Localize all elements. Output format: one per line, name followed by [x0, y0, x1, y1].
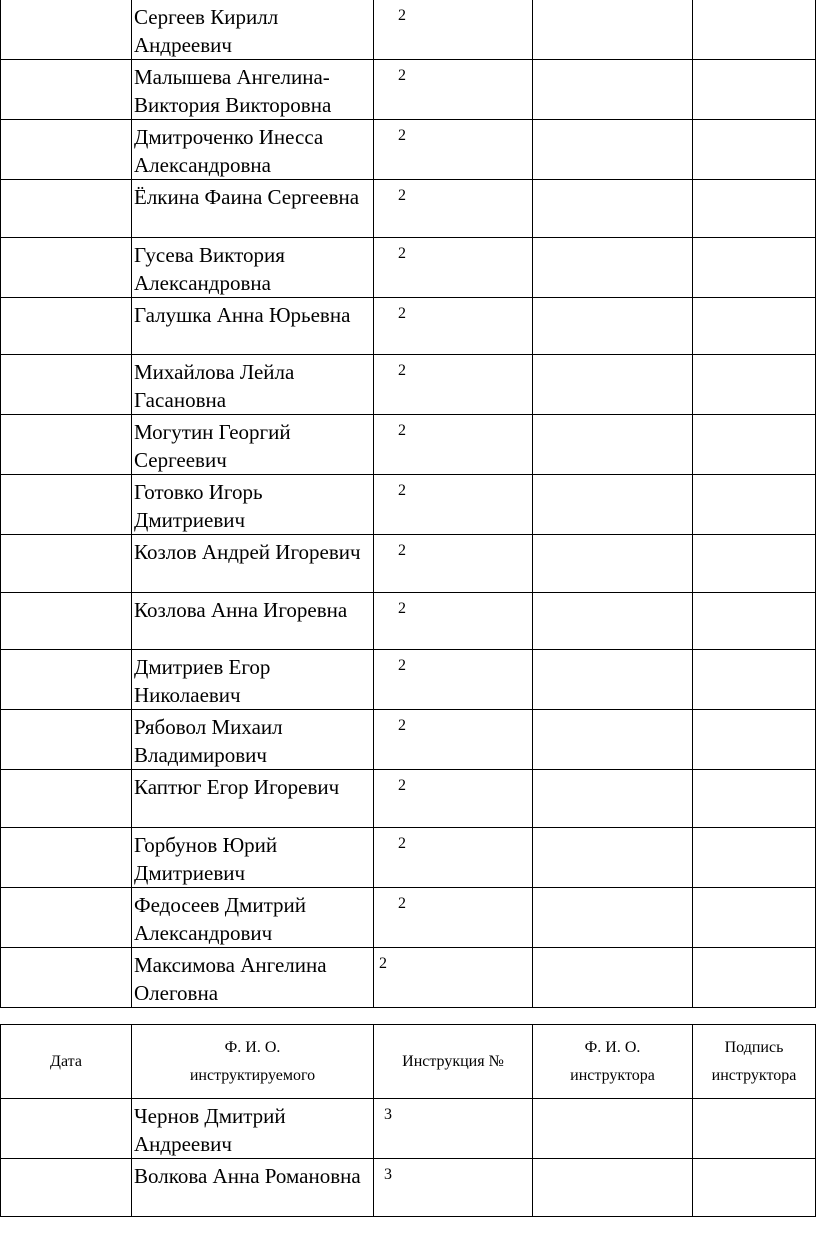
trainee-name-cell: Дмитроченко Инесса Александровна	[132, 120, 374, 180]
instructor-cell	[533, 947, 693, 1007]
trainee-name-cell: Федосеев Дмитрий Александрович	[132, 887, 374, 947]
instruction-number-cell: 2	[374, 827, 533, 887]
table-header-row	[1, 1025, 816, 1099]
trainee-name-cell: Каптюг Егор Игоревич	[132, 770, 374, 828]
date-cell	[1, 592, 132, 650]
signature-cell	[693, 180, 816, 238]
instruction-number-cell: 2	[374, 887, 533, 947]
signature-cell	[693, 475, 816, 535]
date-cell	[1, 297, 132, 355]
instruction-number-cell: 2	[374, 297, 533, 355]
instructor-cell	[533, 535, 693, 593]
signature-cell	[693, 592, 816, 650]
signature-cell	[693, 0, 816, 60]
date-cell	[1, 770, 132, 828]
table-row	[1, 887, 816, 947]
instructor-cell	[533, 297, 693, 355]
instruction-number-cell: 3	[374, 1099, 533, 1159]
table-row	[1, 592, 816, 650]
header-date: Дата	[1, 1025, 132, 1099]
instruction-number-cell: 2	[374, 415, 533, 475]
trainee-name-cell: Галушка Анна Юрьевна	[132, 297, 374, 355]
date-cell	[1, 415, 132, 475]
date-cell	[1, 710, 132, 770]
instruction-number-cell: 2	[374, 592, 533, 650]
instructor-cell	[533, 355, 693, 415]
table-row	[1, 415, 816, 475]
instruction-number-cell: 2	[374, 120, 533, 180]
instructor-cell	[533, 770, 693, 828]
table-row	[1, 947, 816, 1007]
instructor-cell	[533, 1159, 693, 1217]
instructor-cell	[533, 120, 693, 180]
date-cell	[1, 355, 132, 415]
header-instructor: Ф. И. О. инструктора	[533, 1025, 693, 1099]
date-cell	[1, 1099, 132, 1159]
briefing-log-table-body	[1, 1025, 816, 1217]
signature-cell	[693, 297, 816, 355]
table-row	[1, 0, 816, 60]
table-row	[1, 1159, 816, 1217]
trainee-name-cell: Могутин Георгий Сергеевич	[132, 415, 374, 475]
signature-cell	[693, 827, 816, 887]
trainee-name-cell: Максимова Ангелина Олеговна	[132, 947, 374, 1007]
instructor-cell	[533, 650, 693, 710]
table-row	[1, 770, 816, 828]
header-signature: Подпись инструктора	[693, 1025, 816, 1099]
briefing-log-table-body	[1, 0, 816, 1007]
instruction-number-cell: 2	[374, 535, 533, 593]
date-cell	[1, 0, 132, 60]
trainee-name-cell: Козлов Андрей Игоревич	[132, 535, 374, 593]
signature-cell	[693, 947, 816, 1007]
date-cell	[1, 180, 132, 238]
signature-cell	[693, 650, 816, 710]
signature-cell	[693, 710, 816, 770]
signature-cell	[693, 355, 816, 415]
briefing-log-table	[0, 1024, 816, 1217]
instructor-cell	[533, 237, 693, 297]
instruction-number-cell: 2	[374, 650, 533, 710]
trainee-name-cell: Горбунов Юрий Дмитриевич	[132, 827, 374, 887]
table-row	[1, 710, 816, 770]
instructor-cell	[533, 415, 693, 475]
instruction-number-cell: 2	[374, 237, 533, 297]
instruction-number-cell: 3	[374, 1159, 533, 1217]
date-cell	[1, 535, 132, 593]
instructor-cell	[533, 475, 693, 535]
date-cell	[1, 60, 132, 120]
trainee-name-cell: Ёлкина Фаина Сергеевна	[132, 180, 374, 238]
instruction-number-cell: 2	[374, 710, 533, 770]
table-row	[1, 827, 816, 887]
table-row	[1, 650, 816, 710]
instruction-number-cell: 2	[374, 770, 533, 828]
trainee-name-cell: Гусева Виктория Александровна	[132, 237, 374, 297]
instructor-cell	[533, 887, 693, 947]
signature-cell	[693, 120, 816, 180]
date-cell	[1, 947, 132, 1007]
instruction-number-cell: 2	[374, 180, 533, 238]
signature-cell	[693, 1099, 816, 1159]
table-row	[1, 60, 816, 120]
date-cell	[1, 887, 132, 947]
table-row	[1, 120, 816, 180]
signature-cell	[693, 1159, 816, 1217]
header-instruction-number: Инструкция №	[374, 1025, 533, 1099]
instruction-number-cell: 2	[374, 0, 533, 60]
signature-cell	[693, 415, 816, 475]
table-row	[1, 475, 816, 535]
date-cell	[1, 237, 132, 297]
instruction-number-cell: 2	[374, 355, 533, 415]
instructor-cell	[533, 592, 693, 650]
date-cell	[1, 650, 132, 710]
instruction-number-cell: 2	[374, 947, 533, 1007]
instructor-cell	[533, 60, 693, 120]
signature-cell	[693, 770, 816, 828]
trainee-name-cell: Готовко Игорь Дмитриевич	[132, 475, 374, 535]
instruction-number-cell: 2	[374, 60, 533, 120]
table-row	[1, 535, 816, 593]
trainee-name-cell: Рябовол Михаил Владимирович	[132, 710, 374, 770]
trainee-name-cell: Чернов Дмитрий Андреевич	[132, 1099, 374, 1159]
table-row	[1, 1099, 816, 1159]
table-row	[1, 180, 816, 238]
signature-cell	[693, 237, 816, 297]
instructor-cell	[533, 180, 693, 238]
signature-cell	[693, 887, 816, 947]
trainee-name-cell: Малышева Ангелина-Виктория Викторовна	[132, 60, 374, 120]
instructor-cell	[533, 0, 693, 60]
instructor-cell	[533, 710, 693, 770]
signature-cell	[693, 535, 816, 593]
trainee-name-cell: Козлова Анна Игоревна	[132, 592, 374, 650]
trainee-name-cell: Волкова Анна Романовна	[132, 1159, 374, 1217]
date-cell	[1, 1159, 132, 1217]
table-row	[1, 297, 816, 355]
header-trainee: Ф. И. О. инструктируемого	[132, 1025, 374, 1099]
date-cell	[1, 475, 132, 535]
table-row	[1, 237, 816, 297]
trainee-name-cell: Михайлова Лейла Гасановна	[132, 355, 374, 415]
instruction-number-cell: 2	[374, 475, 533, 535]
table-row	[1, 355, 816, 415]
instructor-cell	[533, 1099, 693, 1159]
date-cell	[1, 827, 132, 887]
instructor-cell	[533, 827, 693, 887]
trainee-name-cell: Сергеев Кирилл Андреевич	[132, 0, 374, 60]
date-cell	[1, 120, 132, 180]
trainee-name-cell: Дмитриев Егор Николаевич	[132, 650, 374, 710]
signature-cell	[693, 60, 816, 120]
